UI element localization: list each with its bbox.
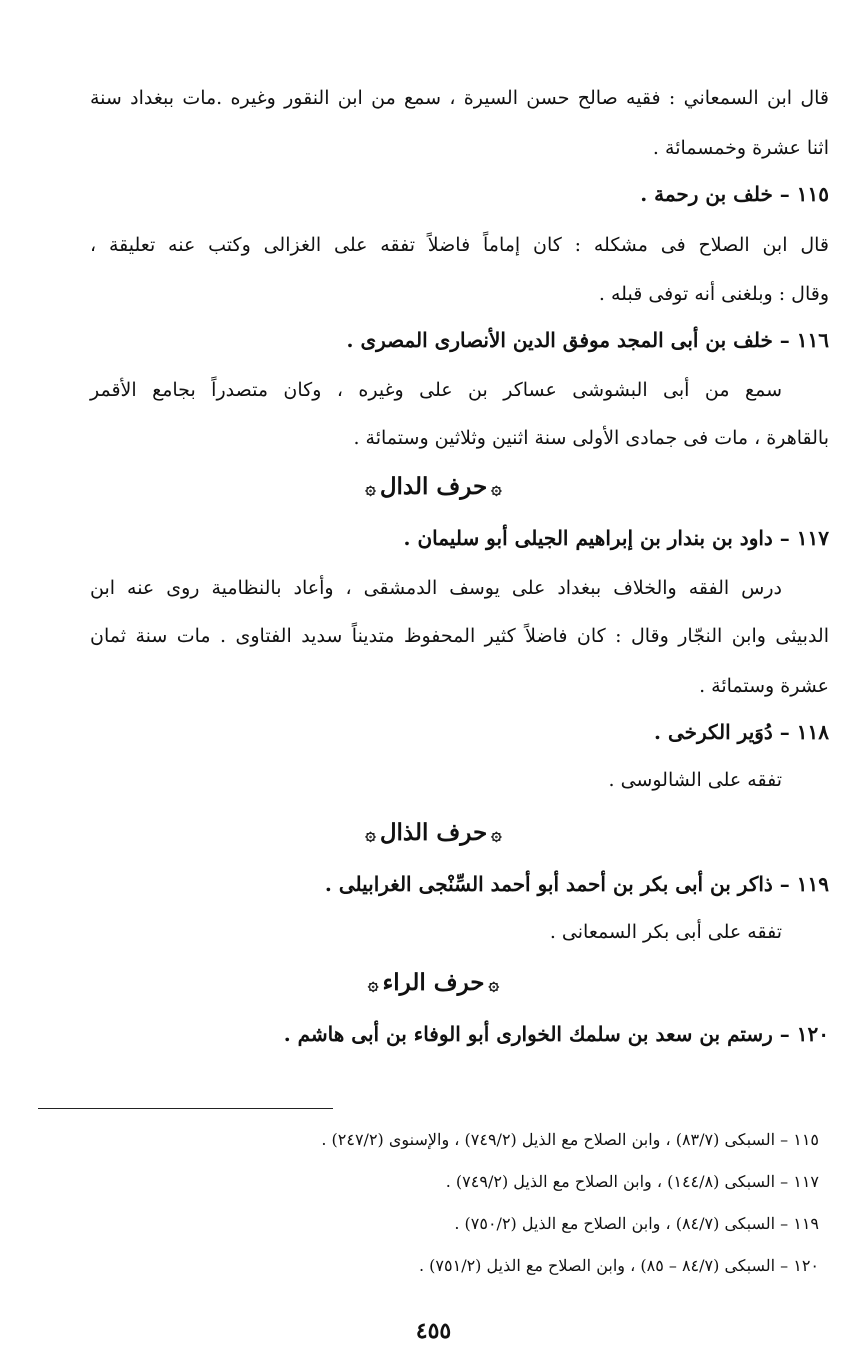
entry-115-text-line-2: وقال : وبلغنى أنه توفى قبله . (598, 283, 829, 305)
entry-116-text-line-2: بالقاهرة ، مات فى جمادى الأولى سنة اثنين وثلاثين وستمائة . (353, 427, 829, 449)
footnote-115: ١١٥ – السبكى (٨٣/٧) ، وابن الصلاح مع الذيل (٧٤٩/٢) ، والإسنوى (٢٤٧/٢) . (321, 1130, 819, 1149)
entry-119-text-line-1: تفقه على أبى بكر السمعانى . (549, 921, 782, 943)
section-heading-dhal (0, 816, 867, 852)
entry-116-text-line-1: سمع من أبى البشوشى عساكر بن على وغيره ، وكان متصدراً بجامع الأقمر (90, 379, 782, 401)
ornament-open-icon: ۞ (488, 974, 500, 995)
entry-118-heading: ١١٨ – دُوَير الكرخى . (654, 720, 829, 744)
entry-117-text-line-3: عشرة وستمائة . (699, 675, 829, 697)
entry-119-heading: ١١٩ – ذاكر بن أبى بكر بن أحمد أبو أحمد السِّنْجى الغرابيلى . (324, 872, 829, 896)
entry-116-heading: ١١٦ – خلف بن أبى المجد موفق الدين الأنصارى المصرى . (346, 328, 829, 352)
entry-117-text-line-1: درس الفقه والخلاف ببغداد على يوسف الدمشقى ، وأعاد بالنظامية روى عنه ابن (90, 577, 782, 599)
ornament-open-icon: ۞ (491, 478, 502, 499)
entry-118-text-line-1: تفقه على الشالوسى . (608, 769, 782, 791)
ornament-open-icon: ۞ (491, 824, 502, 845)
entry-120-heading: ١٢٠ – رستم بن سعد بن سلمك الخوارى أبو الوفاء بن أبى هاشم . (283, 1022, 829, 1046)
section-heading-ra (0, 966, 867, 1002)
entry-114-text-line-1: قال ابن السمعاني : فقيه صالح حسن السيرة ، سمع من ابن النقور وغيره .مات ببغداد سنة (90, 87, 829, 109)
entry-115-text-line-1: قال ابن الصلاح فى مشكله : كان إماماً فاضلاً تفقه على الغزالى وكتب عنه تعليقة ، (90, 234, 829, 256)
page-number: ٤٥٥ (415, 1318, 452, 1344)
entry-117-text-line-2: الدبيثى وابن النجّار وقال : كان فاضلاً كثير المحفوظ متديناً سديد الفتاوى . مات سنة ثمان (90, 625, 829, 647)
entry-115-heading: ١١٥ – خلف بن رحمة . (640, 182, 829, 206)
section-heading-dal (0, 470, 867, 506)
entry-114-text-line-2: اثنا عشرة وخمسمائة . (652, 137, 829, 159)
ornament-close-icon: ۞ (365, 824, 376, 845)
ornament-close-icon: ۞ (367, 974, 379, 995)
footnote-117: ١١٧ – السبكى (١٤٤/٨) ، وابن الصلاح مع الذيل (٧٤٩/٢) . (445, 1172, 819, 1191)
section-title: حرف الراء (382, 969, 485, 996)
section-title: حرف الذال (379, 819, 488, 846)
footnote-119: ١١٩ – السبكى (٨٤/٧) ، وابن الصلاح مع الذيل (٧٥٠/٢) . (454, 1214, 819, 1233)
ornament-close-icon: ۞ (365, 478, 376, 499)
footnote-divider (38, 1108, 333, 1109)
entry-117-heading: ١١٧ – داود بن بندار بن إبراهيم الجيلى أبو سليمان . (403, 526, 829, 550)
section-title: حرف الدال (379, 473, 488, 500)
footnote-120: ١٢٠ – السبكى (٨٤/٧ – ٨٥) ، وابن الصلاح مع الذيل (٧٥١/٢) . (418, 1256, 819, 1275)
